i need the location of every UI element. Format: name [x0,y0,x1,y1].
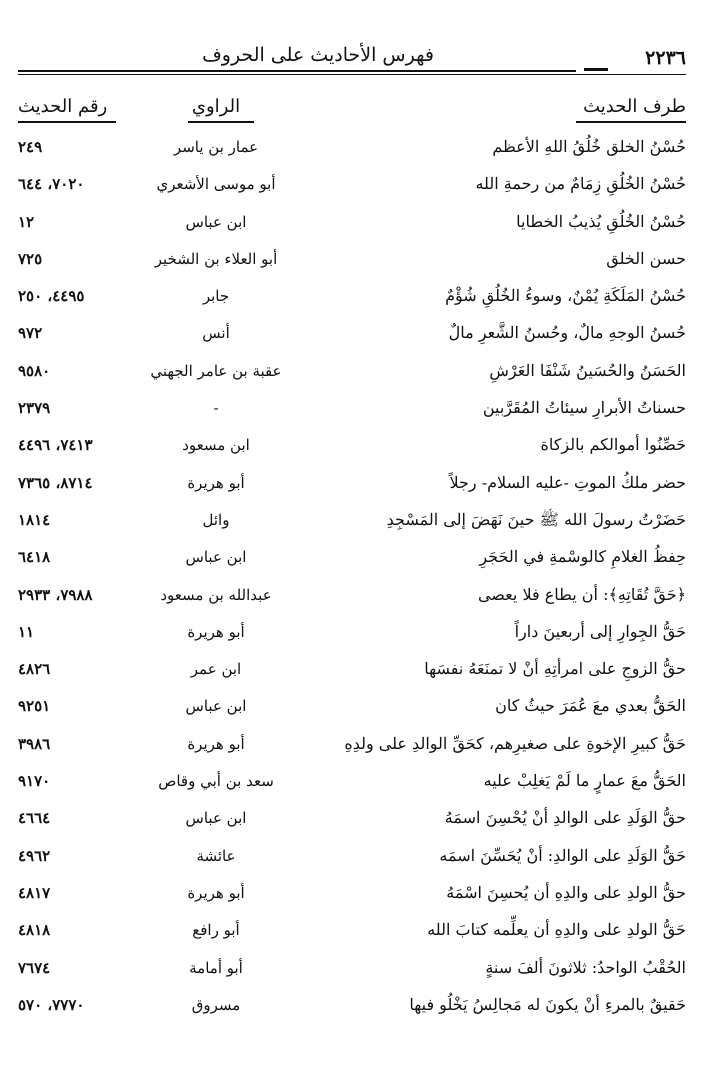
hadith-number: ٢٣٧٩ [18,399,51,418]
page-header [18,38,686,74]
narrator-name: عمار بن ياسر [173,138,259,156]
table-row [18,393,686,430]
hadith-text: حقُّ الولدِ على والدِهِ أن يُحسِنَ اسْمَهُ [446,882,686,902]
table-row [18,505,686,542]
narrator-name: ابن عمر [190,660,242,679]
hadith-number: ٩١٧٠ [18,772,51,791]
hadith-text: الحَسَنُ والحُسَينُ شَنْفَا العَرْشِ [489,360,686,380]
table-row [18,244,686,281]
hadith-text: حقُّ الزوجِ على امرأتِهِ أنْ لا تمنَعَهُ نفسَها [424,659,686,679]
narrator-name: عائشة [196,846,236,865]
hadith-number: ٧٩٨٨، ٢٩٣٣ [18,585,93,604]
hadith-text: حسن الخلق [606,248,686,268]
hadith-text: حضر ملكُ الموتِ -عليه السلام- رجلاً [449,472,686,492]
table-row [18,953,686,990]
narrator-name: أبو رافع [192,921,240,940]
header-underline [18,121,116,123]
narrator-name: أنس [202,324,230,343]
hadith-text: حُسْنُ الخلق خُلُقُ اللهِ الأعظم [492,137,686,156]
hadith-number: ٤٨١٧ [18,883,51,902]
table-header-row [18,90,686,132]
hadith-number: ٤٤٩٥، ٢٥٠ [18,287,85,306]
table-row [18,617,686,654]
narrator-name: عبدالله بن مسعود [160,585,272,604]
column-header-narrator: الراوي [191,96,241,117]
table-row [18,990,686,1027]
hadith-text: حُسنُ الوجهِ مالٌ، وحُسنُ الشَّعرِ مالٌ [448,323,686,343]
table-row [18,729,686,766]
narrator-name: سعد بن أبي وقاص [158,772,274,791]
hadith-number: ٣٩٨٦ [18,734,51,753]
running-title: فهرس الأحاديث على الحروف [202,44,434,66]
table-row [18,169,686,206]
hadith-text: حَقُّ الولدِ على والدِهِ أن يعلِّمه كتابَ الله [427,920,686,940]
narrator-name: ابن عباس [185,809,247,828]
header-rule-thin [18,74,686,75]
hadith-number: ٢٤٩ [18,138,43,156]
hadith-number: ٩٥٨٠ [18,361,51,380]
table-row [18,915,686,952]
narrator-name: ابن مسعود [182,436,250,455]
hadith-text: حَقيقٌ بالمرءِ أنْ يكونَ له مَجالِسُ يَخْلُو فيها [409,994,686,1014]
hadith-number: ١٨١٤ [18,510,51,529]
hadith-text: حُسْنُ الخُلُقِ يُذيبُ الخطايا [516,211,686,231]
narrator-name: وائل [202,510,230,529]
table-row [18,318,686,355]
table-row [18,803,686,840]
table-row [18,841,686,878]
narrator-name: جابر [202,287,230,306]
hadith-text: ﴿حَقَّ تُقَاتِهِ﴾: أن يطاع فلا يعصى [477,584,686,604]
table-row [18,430,686,467]
hadith-number: ٩٢٥١ [18,697,51,716]
hadith-number: ٦٤١٨ [18,548,51,567]
hadith-number: ١١ [18,622,35,641]
hadith-text: حسناتُ الأبرارِ سيئاتُ المُقَرَّبين [482,398,686,418]
narrator-name: ابن عباس [185,697,247,716]
narrator-name: أبو هريرة [187,734,245,753]
hadith-text: حُسْنُ الخُلُقِ زِمَامٌ من رحمةِ الله [475,174,686,194]
hadith-text: حَقُّ الجِوارِ إلى أربعينَ داراً [514,621,686,641]
table-row [18,356,686,393]
hadith-text: الحَقُّ بعدي معَ عُمَرَ حيثُ كان [495,696,686,716]
hadith-number: ٨٧١٤، ٧٣٦٥ [18,473,93,492]
page-number-rule [584,68,608,71]
hadith-number: ٤٦٦٤ [18,809,51,828]
column-header-number: رقم الحديث [18,96,108,117]
table-row [18,691,686,728]
header-rule [18,70,576,72]
hadith-number: ٧٤١٣، ٤٤٩٦ [18,436,93,455]
narrator-name: أبو أمامة [189,958,243,977]
hadith-number: ٧٦٧٤ [18,958,51,977]
table-row [18,132,686,169]
narrator-name: - [213,399,219,418]
page-number: ٢٢٣٦ [641,47,686,69]
hadith-number: ١٢ [18,212,35,231]
hadith-number: ٩٧٢ [18,324,43,343]
hadith-number: ٧٠٢٠، ٦٤٤ [18,175,85,194]
narrator-name: أبو هريرة [187,473,245,492]
table-row [18,207,686,244]
hadith-text: حَضَرْتُ رسولَ الله ﷺ حينَ نَهَضَ إلى المَسْجِدِ [386,509,686,529]
table-row [18,878,686,915]
hadith-text: حُسْنُ المَلَكَةِ يُمْنٌ، وسوءُ الخُلُقِ شُؤْمٌ [445,286,686,306]
narrator-name: ابن عباس [185,548,247,567]
table-row [18,654,686,691]
hadith-text: حَقُّ الوَلَدِ على الوالدِ: أنْ يُحَسِّنَ اسمَه [439,845,686,865]
narrator-name: ابن عباس [185,212,247,231]
narrator-name: أبو العلاء بن الشخير [154,249,278,268]
hadith-index-table [18,90,686,1027]
hadith-text: حَصِّنُوا أموالكم بالزكاة [540,435,686,455]
hadith-text: الحَقُّ معَ عمارٍ ما لَمْ يَغلِبْ عليه [483,771,686,791]
header-underline [188,121,254,123]
hadith-number: ٧٢٥ [18,249,43,268]
narrator-name: أبو موسى الأشعري [156,175,276,194]
narrator-name: عقبة بن عامر الجهني [150,361,282,380]
table-row [18,766,686,803]
hadith-number: ٧٧٧٠، ٥٧٠ [18,995,85,1014]
column-header-hadith: طرف الحديث [583,96,686,117]
hadith-text: حِفظُ الغلامِ كالوسْمةِ في الحَجَرِ [479,547,686,567]
table-row [18,542,686,579]
hadith-number: ٤٨٢٦ [18,660,51,679]
hadith-number: ٤٩٦٢ [18,846,51,865]
table-row [18,580,686,617]
table-row [18,281,686,318]
narrator-name: مسروق [191,995,241,1014]
hadith-text: الحُقْبُ الواحدُ: ثلاثونَ ألفَ سنةٍ [485,957,686,977]
hadith-number: ٤٨١٨ [18,921,51,940]
narrator-name: أبو هريرة [187,883,245,902]
narrator-name: أبو هريرة [187,622,245,641]
hadith-text: حَقُّ كبيرِ الإخوةِ على صغيرِهم، كحَقِّ الوالدِ على ولدِهِ [344,733,686,753]
hadith-text: حقُّ الوَلَدِ على الوالدِ أنْ يُحْسِنَ اسمَهُ [444,808,686,828]
table-row [18,468,686,505]
header-underline [576,121,686,123]
